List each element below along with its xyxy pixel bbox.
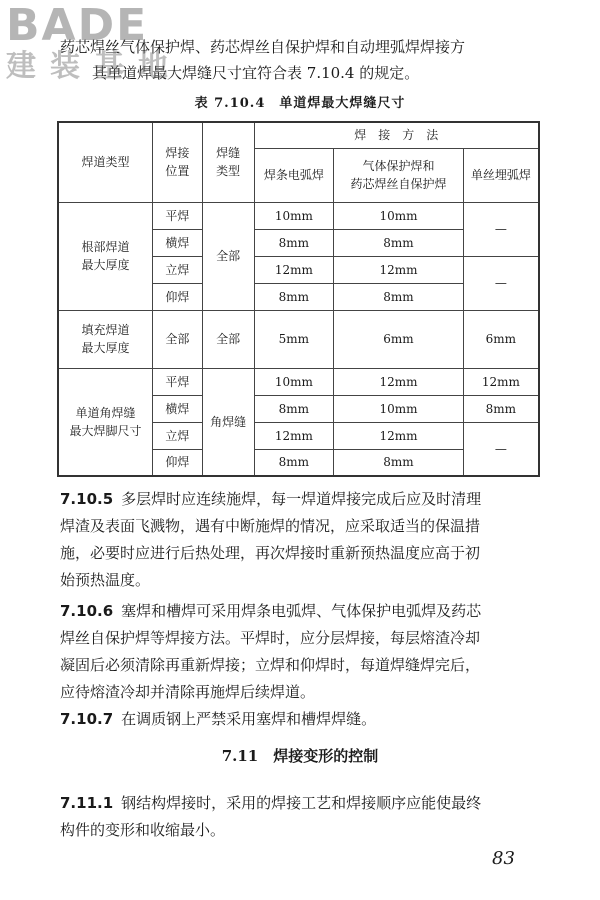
table-row	[58, 310, 539, 368]
cell-gas-fcaw: 8mm	[334, 449, 463, 476]
table-row	[58, 368, 539, 395]
section-number: 7.11	[221, 747, 259, 765]
cell-smaw: 5mm	[254, 310, 334, 368]
clause-text: 应待熔渣冷却并清除再施焊后续焊道。	[60, 683, 316, 701]
cell-gas-fcaw: 12mm	[334, 422, 463, 449]
cell-saw-dash: —	[463, 422, 539, 476]
clause-number: 7.10.7	[60, 710, 114, 728]
section-heading	[0, 745, 600, 766]
cell-smaw: 8mm	[254, 283, 334, 310]
row-position: 立焊	[152, 256, 202, 283]
cell-smaw: 8mm	[254, 449, 334, 476]
cell-smaw: 8mm	[254, 229, 334, 256]
cell-smaw: 10mm	[254, 368, 334, 395]
cell-gas-fcaw: 10mm	[334, 395, 463, 422]
row-position: 立焊	[152, 422, 202, 449]
row-position: 横焊	[152, 395, 202, 422]
clause-7-10-5	[60, 486, 550, 594]
clause-text: 多层焊时应连续施焊，每一焊道焊接完成后应及时清理	[121, 490, 482, 508]
header-weld-type: 焊道类型	[58, 122, 152, 202]
row-position: 横焊	[152, 229, 202, 256]
clause-text: 焊渣及表面飞溅物，遇有中断施焊的情况，应采取适当的保温措	[60, 517, 481, 535]
watermark-logo	[6, 0, 182, 84]
cell-gas-fcaw: 8mm	[334, 283, 463, 310]
header-method-saw: 单丝埋弧焊	[463, 148, 539, 202]
intro-line-1: 药芯焊丝气体保护焊、药芯焊丝自保护焊和自动埋弧焊焊接方	[60, 38, 466, 56]
fill-seam-type: 全部	[202, 310, 254, 368]
clause-text: 构件的变形和收缩最小。	[60, 821, 226, 839]
clause-text: 始预热温度。	[60, 571, 151, 589]
header-method-gas-fcaw: 气体保护焊和 药芯焊丝自保护焊	[334, 148, 463, 202]
root-seam-type: 全部	[202, 202, 254, 310]
table-row	[58, 202, 539, 229]
cell-saw: 12mm	[463, 368, 539, 395]
fillet-seam-type: 角焊缝	[202, 368, 254, 476]
cell-gas-fcaw: 12mm	[334, 368, 463, 395]
cell-gas-fcaw: 8mm	[334, 229, 463, 256]
cell-saw-dash: —	[463, 256, 539, 310]
row-position: 平焊	[152, 202, 202, 229]
cell-saw: 8mm	[463, 395, 539, 422]
cell-smaw: 10mm	[254, 202, 334, 229]
cell-smaw: 8mm	[254, 395, 334, 422]
row-position: 全部	[152, 310, 202, 368]
group-root-pass: 根部焊道 最大厚度	[58, 202, 152, 310]
cell-smaw: 12mm	[254, 422, 334, 449]
clause-text: 在调质钢上严禁采用塞焊和槽焊焊缝。	[121, 710, 377, 728]
header-method-smaw: 焊条电弧焊	[254, 148, 334, 202]
section-title: 焊接变形的控制	[273, 747, 379, 765]
page-number: 83	[492, 848, 515, 869]
cell-saw-dash: —	[463, 202, 539, 256]
clause-text: 施，必要时应进行后热处理，再次焊接时重新预热温度应高于初	[60, 544, 481, 562]
clause-7-10-7	[60, 706, 550, 733]
clause-number: 7.10.6	[60, 602, 114, 620]
cell-saw: 6mm	[463, 310, 539, 368]
row-position: 仰焊	[152, 283, 202, 310]
clause-text: 塞焊和槽焊可采用焊条电弧焊、气体保护电弧焊及药芯	[121, 602, 482, 620]
watermark-latin: BADE	[6, 0, 149, 51]
cell-gas-fcaw: 6mm	[334, 310, 463, 368]
cell-smaw: 12mm	[254, 256, 334, 283]
header-seam-type: 焊缝 类型	[202, 122, 254, 202]
group-fillet-weld: 单道角焊缝 最大焊脚尺寸	[58, 368, 152, 476]
table-title: 表 7.10.4 单道焊最大焊缝尺寸	[194, 96, 406, 111]
clause-7-10-6	[60, 598, 550, 706]
clause-text: 焊丝自保护焊等焊接方法。平焊时，应分层焊接，每层熔渣冷却	[60, 629, 481, 647]
cell-gas-fcaw: 10mm	[334, 202, 463, 229]
clause-text: 凝固后必须清除再重新焊接；立焊和仰焊时，每道焊缝焊完后，	[60, 656, 481, 674]
row-position: 仰焊	[152, 449, 202, 476]
group-fill-pass: 填充焊道 最大厚度	[58, 310, 152, 368]
header-weld-position: 焊接 位置	[152, 122, 202, 202]
intro-line-2: 其单道焊最大焊缝尺寸宜符合表 7.10.4 的规定。	[92, 64, 420, 82]
cell-gas-fcaw: 12mm	[334, 256, 463, 283]
header-welding-method: 焊 接 方 法	[254, 122, 539, 148]
clause-number: 7.10.5	[60, 490, 114, 508]
clause-7-11-1	[60, 790, 550, 844]
watermark-chinese: 建装基地	[6, 49, 182, 84]
row-position: 平焊	[152, 368, 202, 395]
clause-number: 7.11.1	[60, 794, 114, 812]
weld-size-table	[57, 121, 540, 477]
clause-text: 钢结构焊接时，采用的焊接工艺和焊接顺序应能使最终	[121, 794, 482, 812]
